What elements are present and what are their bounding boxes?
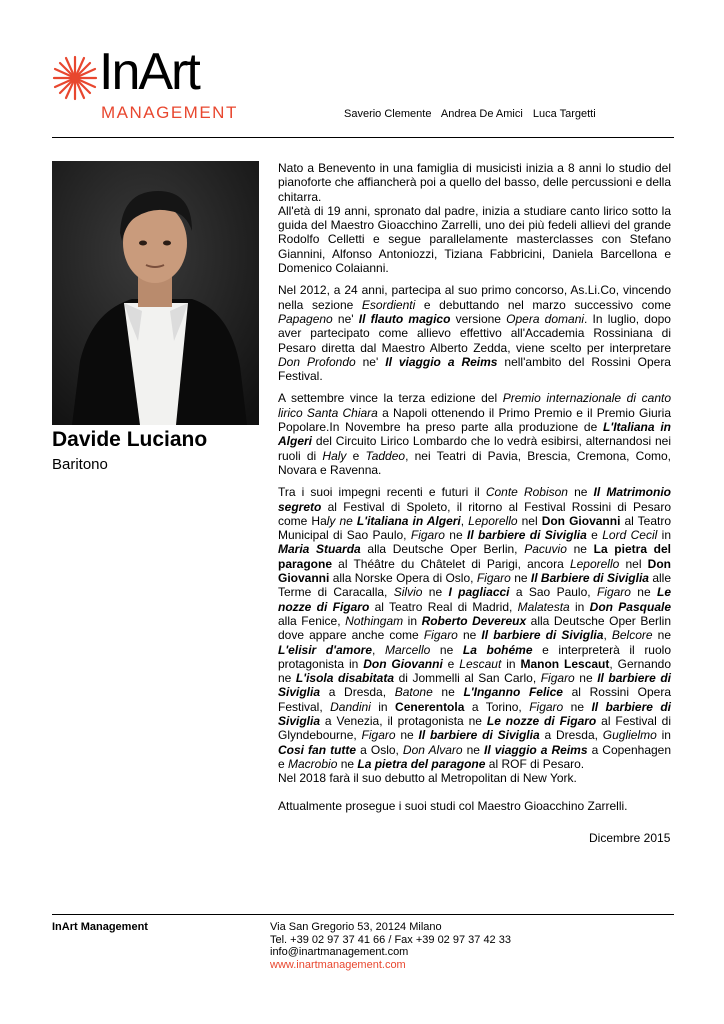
artist-photo xyxy=(52,161,259,425)
bio-italic: Figaro xyxy=(476,571,511,586)
bio-text: al Rossini Opera Festival, xyxy=(278,685,671,714)
footer-contacts xyxy=(270,921,511,971)
footer-divider xyxy=(52,914,674,915)
bio-text: A settembre vince la terza edizione del xyxy=(278,391,503,406)
bio-italic: Opera domani xyxy=(506,311,585,326)
bio-bold-italic: Roberto Devereux xyxy=(421,613,527,628)
biography xyxy=(278,161,671,822)
footer-address: Via San Gregorio 53, 20124 Milano xyxy=(270,921,442,933)
bio-italic: Marcello xyxy=(384,642,431,657)
bio-paragraph xyxy=(278,283,671,383)
portrait-photo-icon xyxy=(52,161,259,425)
bio-text: alla Fenice, xyxy=(278,613,346,628)
bio-italic: Conte Robison xyxy=(485,485,568,500)
bio-text: e xyxy=(346,448,366,463)
partner-name: Luca Targetti xyxy=(532,108,596,120)
bio-text: ne xyxy=(462,742,485,757)
bio-text: alla Deutsche Oper Berlin dove appare anche come xyxy=(278,613,672,643)
bio-text: a Torino, xyxy=(464,699,530,714)
bio-italic: Figaro xyxy=(596,585,631,600)
bio-text: in xyxy=(501,656,521,671)
bio-bold-italic: L'Italiana in Algeri xyxy=(278,420,671,449)
bio-bold-italic: L'isola disabitata xyxy=(295,671,395,686)
bio-text: alla Norske Opera di Oslo, xyxy=(329,571,477,586)
bio-text: ne' xyxy=(355,354,386,369)
bio-bold-italic: L'italiana in Algeri xyxy=(356,513,461,528)
bio-bold-italic: L'elisir d'amore xyxy=(278,642,373,657)
bio-italic: Figaro xyxy=(529,699,564,714)
artist-name: Davide Luciano xyxy=(52,428,208,451)
bio-paragraph: All'età di 19 anni, spronato dal padre, inizia a studiare canto lirico sotto la guida del Maestro Gioacchino Zarrelli, uno dei più fedeli allievi del grande Rodolfo Celletti e segue parallelamente masterclasses con Stefano Giannini, Alfonso Antoniozzi, Tiziana Fabbricini, Daniela Barcellona e Domenico Colaianni. xyxy=(278,203,671,276)
bio-text: ne xyxy=(337,756,358,771)
bio-text: ne xyxy=(510,571,531,586)
bio-italic: Figaro xyxy=(361,728,396,743)
bio-text: e debuttando nel marzo successivo come xyxy=(415,297,671,312)
bio-bold-italic: Maria Stuarda xyxy=(278,542,361,557)
bio-italic: Batone xyxy=(394,685,433,700)
bio-italic: Don Alvaro xyxy=(402,742,463,757)
bio-text: al Festival di Glyndebourne, xyxy=(278,713,671,743)
bio-bold-italic: Il Barbiere di Siviglia xyxy=(530,571,649,586)
bio-bold-italic: Il flauto magico xyxy=(358,311,451,326)
bio-text: nel xyxy=(619,556,648,571)
bio-text: ne xyxy=(630,585,658,600)
bio-italic: ly ne xyxy=(326,513,357,528)
bio-italic: Lord Cecil xyxy=(602,528,658,543)
bio-text: e xyxy=(586,528,603,543)
bio-text: al Théâtre du Châtelet di Parigi, ancora xyxy=(332,556,570,571)
bio-text: ne xyxy=(652,628,672,643)
bio-bold: Don Giovanni xyxy=(541,513,621,528)
bio-bold-italic: I pagliacci xyxy=(448,585,510,600)
bio-paragraph: Nato a Benevento in una famiglia di musicisti inizia a 8 anni lo studio del pianoforte che affiancherà poi a quello del basso, delle percussioni e della chitarra. xyxy=(278,161,671,204)
bio-text: di Jommelli al San Carlo, xyxy=(394,671,541,686)
bio-italic: Premio internazionale di canto lirico Santa Chiara xyxy=(278,391,671,420)
bio-text: ne xyxy=(430,642,463,657)
bio-text: in xyxy=(657,528,672,543)
bio-italic: Figaro xyxy=(423,628,458,643)
bio-text: ne xyxy=(567,485,594,500)
bio-text: del Circuito Lirico Lombardo che lo vedrà esibirsi, alternandosi nei ruoli di xyxy=(278,434,671,463)
partner-name: Andrea De Amici xyxy=(440,108,523,120)
partner-names xyxy=(344,108,603,120)
bio-text: ne xyxy=(574,671,598,686)
bio-paragraph xyxy=(278,485,671,771)
bio-text: Nel 2012, a 24 anni, partecipa al suo primo concorso, As.Li.Co, vincendo nella sezione xyxy=(278,283,671,312)
bio-bold-italic: Don Pasquale xyxy=(589,599,672,614)
bio-text: , xyxy=(460,513,469,528)
document-date: Dicembre 2015 xyxy=(589,831,671,845)
bio-italic: Leporello xyxy=(468,513,518,528)
bio-italic: Malatesta xyxy=(517,599,570,614)
bio-bold-italic: La pietra del paragone xyxy=(357,756,486,771)
partner-name: Saverio Clemente xyxy=(344,108,432,120)
bio-italic: Don Profondo xyxy=(278,354,356,369)
bio-italic: Haly xyxy=(322,448,347,463)
star-burst-icon xyxy=(52,55,98,101)
bio-text: ne xyxy=(444,528,467,543)
bio-text: al Festival di Spoleto, il ritorno al Festival Rossini di Pesaro come Ha xyxy=(278,499,671,528)
bio-text: Tra i suoi impegni recenti e futuri il xyxy=(278,485,486,500)
bio-italic: Pacuvio xyxy=(524,542,567,557)
bio-bold-italic: L'Inganno Felice xyxy=(463,685,563,700)
bio-text: in xyxy=(403,613,422,628)
bio-bold-italic: La bohéme xyxy=(462,642,533,657)
artist-role: Baritono xyxy=(52,456,108,473)
bio-italic: Lescaut xyxy=(459,656,502,671)
bio-text: al Teatro Real di Madrid, xyxy=(369,599,518,614)
bio-text: a Napoli ottenendo il Primo Premio e il Premio Giuria Popolare.In Novembre ha preso parte alla produzione de xyxy=(278,405,672,435)
bio-bold-italic: Il barbiere di Siviglia xyxy=(278,699,672,728)
bio-text: ne' xyxy=(332,311,359,326)
logo-wordmark: InArt xyxy=(99,43,199,101)
header-divider xyxy=(52,137,674,138)
bio-paragraph xyxy=(278,391,671,477)
bio-text: alla Deutsche Oper Berlin, xyxy=(360,542,525,557)
bio-bold-italic: Il barbiere di Siviglia xyxy=(278,671,671,700)
bio-italic: Papageno xyxy=(278,311,333,326)
bio-text: versione xyxy=(450,311,507,326)
bio-bold-italic: Le nozze di Figaro xyxy=(486,713,597,728)
bio-text: e interpreterà il ruolo protagonista in xyxy=(278,642,671,671)
bio-italic: Silvio xyxy=(393,585,423,600)
bio-text: , xyxy=(372,642,385,657)
bio-paragraph: Attualmente prosegue i suoi studi col Maestro Gioacchino Zarrelli. xyxy=(278,799,628,814)
bio-bold-italic: Cosi fan tutte xyxy=(278,742,357,757)
bio-italic: Figaro xyxy=(540,671,575,686)
footer-website-link[interactable]: www.inartmanagement.com xyxy=(270,958,406,971)
logo-subtitle: MANAGEMENT xyxy=(101,103,238,122)
bio-italic: Esordienti xyxy=(361,297,416,312)
bio-bold-italic: Don Giovanni xyxy=(363,656,443,671)
bio-paragraph: Nel 2018 farà il suo debutto al Metropolitan di New York. xyxy=(278,771,577,786)
bio-bold-italic: Il viaggio a Reims xyxy=(484,742,588,757)
bio-bold-italic: Il barbiere di Siviglia xyxy=(418,728,540,743)
bio-text: , xyxy=(603,628,612,643)
bio-bold-italic: Le nozze di Figaro xyxy=(278,585,672,614)
bio-bold-italic: Il barbiere di Siviglia xyxy=(467,528,587,543)
bio-bold: Don Giovanni xyxy=(278,556,671,586)
bio-text: ne xyxy=(432,685,464,700)
footer-email[interactable]: info@inartmanagement.com xyxy=(270,946,409,959)
bio-bold: Cenerentola xyxy=(395,699,465,714)
bio-bold: La pietra del paragone xyxy=(278,542,672,571)
bio-text: ne xyxy=(395,728,419,743)
bio-italic: Guglielmo xyxy=(602,728,657,743)
bio-bold-italic: Il viaggio a Reims xyxy=(385,354,498,369)
bio-bold-italic: Il Matrimonio segreto xyxy=(278,485,671,514)
footer-company: InArt Management xyxy=(52,921,148,933)
bio-text: a Sao Paulo, xyxy=(509,585,597,600)
bio-text: . In luglio, dopo aver partecipato come allievo effettivo all'Accademia Rossiniana di Pesaro diretta dal Maestro Alberto Zedda, viene scelto per interpretare xyxy=(278,311,671,355)
bio-text: a Dresda, xyxy=(539,728,603,743)
bio-text: ne xyxy=(422,585,449,600)
bio-text: al ROF di Pesaro. xyxy=(485,756,585,771)
bio-text: ne xyxy=(457,628,482,643)
bio-bold: Manon Lescaut xyxy=(520,656,610,671)
inart-logo xyxy=(52,43,252,124)
bio-text: , nei Teatri di Pavia, Brescia, Cremona, Como, Novara e Ravenna. xyxy=(278,448,671,477)
bio-italic: Macrobio xyxy=(288,756,338,771)
bio-text: ne xyxy=(563,699,592,714)
bio-italic: Leporello xyxy=(569,556,620,571)
bio-italic: Figaro xyxy=(410,528,445,543)
bio-text: in xyxy=(569,599,590,614)
bio-text: in xyxy=(656,728,671,743)
bio-italic: Dandini xyxy=(330,699,371,714)
bio-text: nel xyxy=(517,513,542,528)
bio-text: a Venezia, il protagonista ne xyxy=(320,713,487,728)
bio-text: in xyxy=(370,699,396,714)
bio-text: nell'ambito del Rossini Opera Festival. xyxy=(278,354,671,384)
bio-text: al Teatro Municipal di Sao Paulo, xyxy=(278,513,672,543)
bio-text: ne xyxy=(566,542,594,557)
footer-phone: Tel. +39 02 97 37 41 66 / Fax +39 02 97 37 42 33 xyxy=(270,933,511,946)
bio-text: e xyxy=(442,656,460,671)
bio-bold-italic: Il barbiere di Siviglia xyxy=(481,628,604,643)
bio-text: a Dresda, xyxy=(320,685,395,700)
bio-italic: Belcore xyxy=(611,628,653,643)
bio-text: a Oslo, xyxy=(356,742,403,757)
bio-text: , Gernando ne xyxy=(278,656,671,686)
bio-text: a Copenhagen e xyxy=(278,742,672,771)
bio-italic: Nothingam xyxy=(345,613,404,628)
bio-italic: Taddeo xyxy=(365,448,406,463)
bio-text: alle Terme di Caracalla, xyxy=(278,571,672,600)
